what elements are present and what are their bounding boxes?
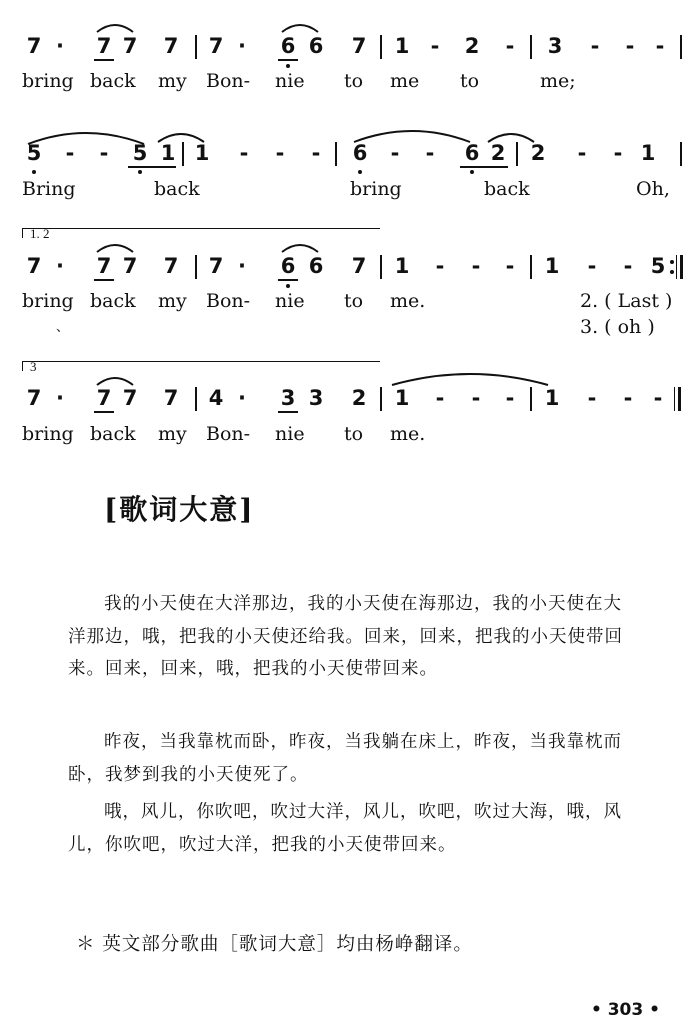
lyric: my [158,70,187,92]
section-title: [歌词大意] [104,493,255,526]
note: 2 [530,141,546,165]
lyric: to [344,423,364,445]
note: 1 [394,34,410,58]
ending-label: 3. ( oh ) [580,316,655,338]
slur [95,240,135,254]
lyric: bring [22,290,74,312]
underline [278,279,298,281]
note: - [653,386,663,410]
note: - [390,141,400,165]
note: - [577,141,587,165]
final-barline [674,387,675,411]
note: 7 [122,34,138,58]
volta-bracket [22,361,23,371]
lower-dot [286,284,290,288]
lower-dot [358,170,362,174]
underline [128,166,176,168]
note: 1 [160,141,176,165]
note: 7 [122,254,138,278]
note: · [238,386,246,410]
repeat-dot [670,270,674,274]
note: 5 [650,254,666,278]
lyric: back [90,290,136,312]
lyric: Bring [22,178,76,200]
ending-label: 2. ( Last ) [580,290,673,312]
lyric: me [390,70,420,92]
barline [380,35,382,59]
barline [680,35,682,59]
note: - [505,386,515,410]
barline [182,142,184,166]
repeat-barline [676,255,677,279]
lyrics-paragraph-1: 我的小天使在大洋那边，我的小天使在海那边，我的小天使在大洋那边，哦，把我的小天使还给我。回来，回来，把我的小天使带回来。回来，回来，哦，把我的小天使带回来。 [68,594,623,679]
score-system-2 [0,110,700,220]
slur [280,20,320,34]
note: 2 [464,34,480,58]
barline [380,387,382,411]
note: 3 [308,386,324,410]
note: - [99,141,109,165]
underline [278,59,298,61]
note: - [275,141,285,165]
footnote: ＊ 英文部分歌曲［歌词大意］均由杨峥翻译。 [76,934,473,955]
volta-bracket [22,228,380,229]
lyric: Oh, [636,178,670,200]
note: 2 [490,141,506,165]
lyric: me. [390,423,426,445]
slur [280,240,320,254]
tick-mark: 、 [56,320,70,335]
barline [195,255,197,279]
barline [195,35,197,59]
volta-bracket [22,361,380,362]
score-system-3 [0,220,700,350]
lower-dot [470,170,474,174]
note: - [239,141,249,165]
note: - [655,34,665,58]
note: · [238,34,246,58]
underline [460,166,508,168]
lyric: Bon- [206,290,251,312]
lyric: Bon- [206,423,251,445]
note: 7 [163,34,179,58]
note: - [625,34,635,58]
lyric: back [90,70,136,92]
lyric: me; [540,70,576,92]
note: 7 [208,34,224,58]
note: - [623,254,633,278]
lyric: back [154,178,200,200]
lyric: bring [350,178,402,200]
note: - [435,386,445,410]
note: 7 [96,386,112,410]
note: - [471,254,481,278]
score-system-1 [0,0,700,110]
note: 7 [351,34,367,58]
note: 5 [132,141,148,165]
note: 2 [351,386,367,410]
note: - [587,386,597,410]
note: 1 [544,386,560,410]
barline [195,387,197,411]
note: 6 [280,34,296,58]
slur [95,373,135,387]
note: 7 [163,254,179,278]
note: 1 [640,141,656,165]
note: - [471,386,481,410]
note: 7 [163,386,179,410]
barline [530,255,532,279]
lyric: Bon- [206,70,251,92]
underline [94,279,114,281]
volta-label: 1. 2 [30,226,50,241]
note: 6 [464,141,480,165]
lyric: my [158,423,187,445]
note: 3 [547,34,563,58]
note: - [505,34,515,58]
lyric: nie [275,70,305,92]
note: · [238,254,246,278]
note: - [505,254,515,278]
lyric: bring [22,423,74,445]
note: - [590,34,600,58]
score-system-4 [0,355,700,465]
final-barline [678,387,681,411]
slur [26,126,146,146]
note: 7 [26,386,42,410]
note: - [425,141,435,165]
underline [94,59,114,61]
page-number: • 303 • [590,1000,660,1020]
note: 1 [394,254,410,278]
lyric: my [158,290,187,312]
note: 7 [26,34,42,58]
slur [95,20,135,34]
underline [94,411,114,413]
note: 1 [194,141,210,165]
note: - [65,141,75,165]
note: 3 [280,386,296,410]
lower-dot [138,170,142,174]
barline [680,142,682,166]
note: 6 [352,141,368,165]
slur [390,367,550,387]
barline [380,255,382,279]
barline [516,142,518,166]
barline [530,387,532,411]
lower-dot [286,64,290,68]
repeat-barline [680,255,683,279]
note: 7 [96,254,112,278]
note: · [56,386,64,410]
lyric: me. [390,290,426,312]
note: 7 [208,254,224,278]
note: - [613,141,623,165]
lyric: back [484,178,530,200]
lower-dot [32,170,36,174]
note: · [56,34,64,58]
note: 1 [544,254,560,278]
note: 7 [122,386,138,410]
slur [352,124,472,144]
note: 6 [280,254,296,278]
barline [530,35,532,59]
note: 1 [394,386,410,410]
note: 6 [308,254,324,278]
lyric: back [90,423,136,445]
note: - [311,141,321,165]
lyrics-paragraph-2: 昨夜，当我靠枕而卧，昨夜，当我躺在床上，昨夜，当我靠枕而卧，我梦到我的小天使死了。 [68,732,622,785]
lyric: to [460,70,480,92]
lyric: nie [275,290,305,312]
note: - [430,34,440,58]
lyric: to [344,290,364,312]
note: 7 [26,254,42,278]
volta-bracket [22,228,23,238]
note: - [623,386,633,410]
volta-label: 3 [30,359,37,374]
repeat-dot [670,260,674,264]
lyric: to [344,70,364,92]
barline [335,142,337,166]
lyric: nie [275,423,305,445]
note: 7 [96,34,112,58]
note: 7 [351,254,367,278]
note: 5 [26,141,42,165]
note: - [587,254,597,278]
note: · [56,254,64,278]
note: 6 [308,34,324,58]
lyric: bring [22,70,74,92]
lyrics-paragraph-3: 哦，风儿，你吹吧，吹过大洋，风儿，吹吧，吹过大海，哦，风儿，你吹吧，吹过大洋，把我的小天使带回来。 [68,802,622,855]
note: 4 [208,386,224,410]
underline [278,411,298,413]
note: - [435,254,445,278]
